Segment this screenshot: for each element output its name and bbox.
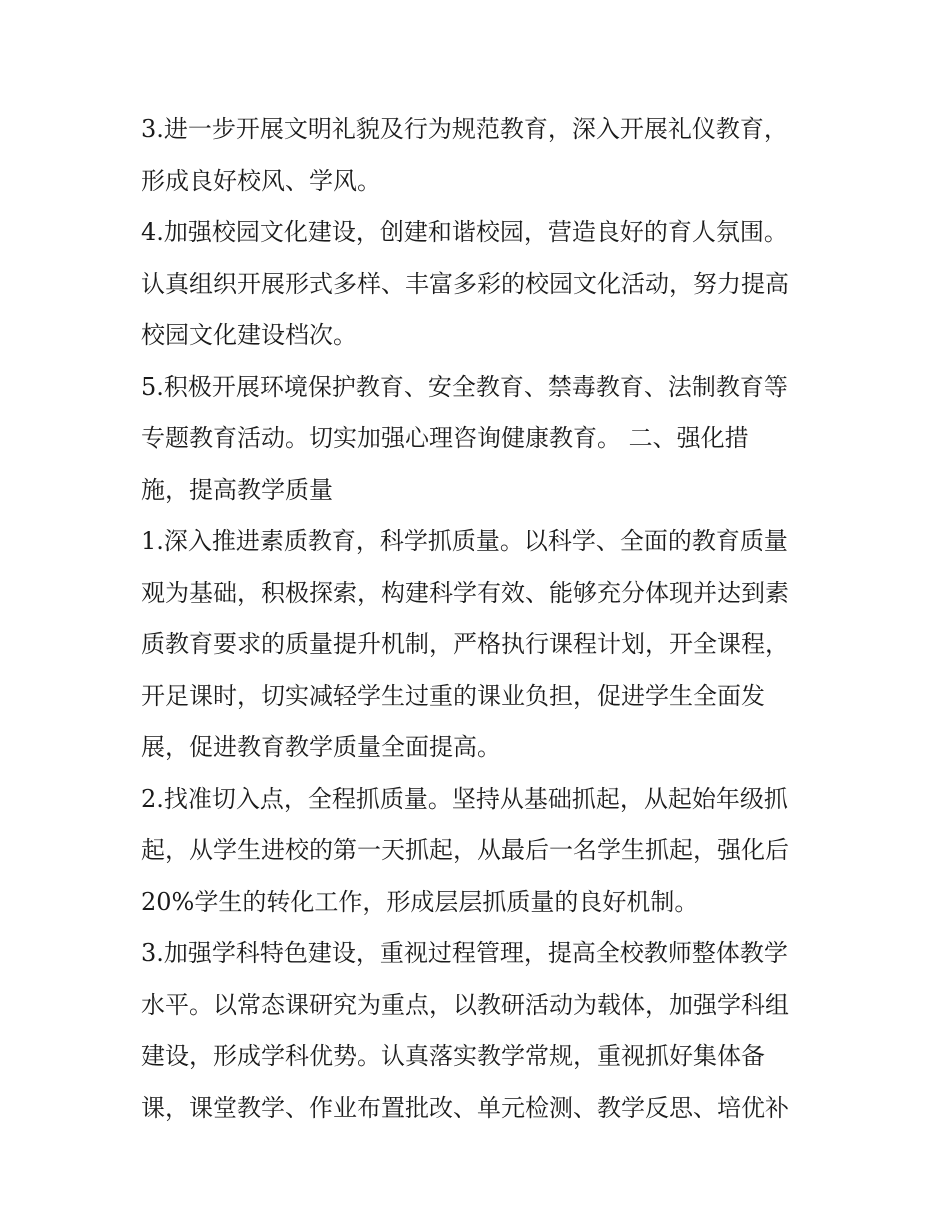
text-line: 起，从学生进校的第一天抓起，从最后一名学生抓起，强化后 bbox=[141, 836, 789, 864]
text-line: 展，促进教育教学质量全面提高。 bbox=[141, 733, 501, 761]
text-line: 开足课时，切实减轻学生过重的课业负担，促进学生全面发 bbox=[141, 681, 765, 710]
text-line: 形成良好校风、学风。 bbox=[141, 166, 381, 195]
text-line: 观为基础，积极探索，构建科学有效、能够充分体现并达到素 bbox=[141, 578, 789, 607]
text-line: 3.加强学科特色建设，重视过程管理，提高全校教师整体教学 bbox=[141, 939, 788, 967]
text-line: 1.深入推进素质教育，科学抓质量。以科学、全面的教育质量 bbox=[141, 527, 788, 555]
text-line: 课，课堂教学、作业布置批改、单元检测、教学反思、培优补 bbox=[141, 1093, 789, 1122]
text-line: 认真组织开展形式多样、丰富多彩的校园文化活动，努力提高 bbox=[141, 269, 789, 298]
text-line: 20%学生的转化工作，形成层层抓质量的良好机制。 bbox=[141, 887, 699, 916]
text-line: 水平。以常态课研究为重点，以教研活动为载体，加强学科组 bbox=[141, 990, 789, 1019]
document-body bbox=[141, 104, 821, 1134]
text-line: 5.积极开展环境保护教育、安全教育、禁毒教育、法制教育等 bbox=[141, 372, 788, 401]
text-line: 2.找准切入点，全程抓质量。坚持从基础抓起，从起始年级抓 bbox=[141, 784, 788, 813]
text-line: 专题教育活动。切实加强心理咨询健康教育。 二、强化措 bbox=[141, 424, 749, 452]
text-line: 建设，形成学科优势。认真落实教学常规，重视抓好集体备 bbox=[141, 1042, 765, 1070]
text-line: 4.加强校园文化建设，创建和谐校园，营造良好的育人氛围。 bbox=[141, 218, 788, 246]
text-line: 3.进一步开展文明礼貌及行为规范教育，深入开展礼仪教育， bbox=[141, 115, 788, 143]
text-line: 施，提高教学质量 bbox=[141, 475, 333, 504]
text-line: 校园文化建设档次。 bbox=[141, 321, 357, 349]
text-line: 质教育要求的质量提升机制，严格执行课程计划，开全课程， bbox=[141, 630, 789, 658]
